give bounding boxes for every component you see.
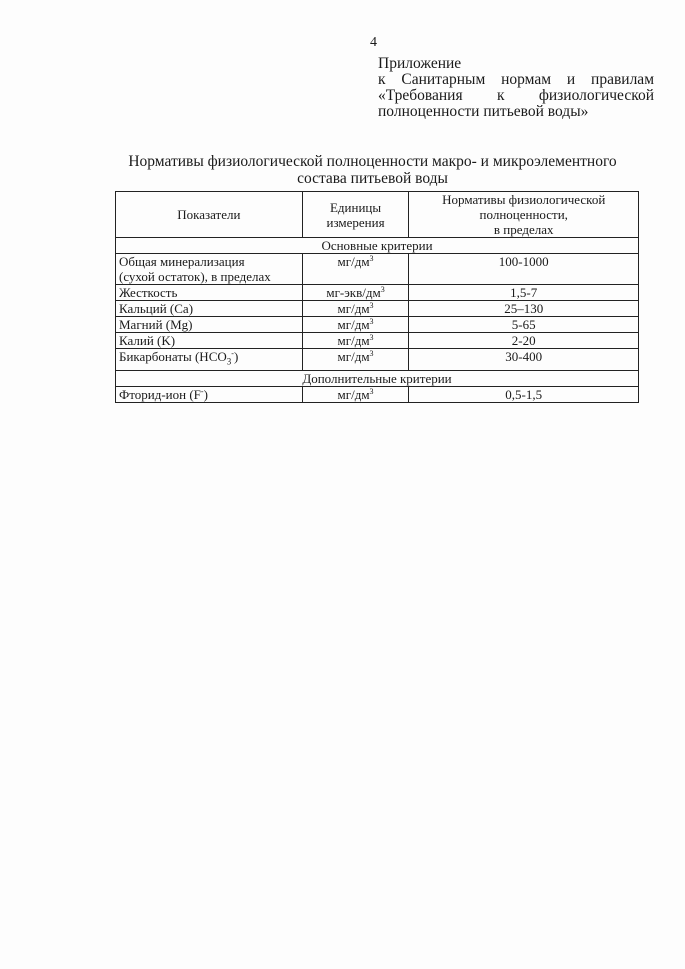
unit-superscript: 3 bbox=[369, 386, 374, 396]
indicator-name-text: Фторид-ион (F bbox=[119, 386, 201, 402]
table-row bbox=[116, 254, 639, 285]
unit-text: мг/дм bbox=[337, 333, 370, 348]
page-number: 4 bbox=[370, 35, 377, 50]
unit-cell bbox=[302, 333, 409, 349]
unit-text: мг/дм bbox=[337, 386, 370, 402]
unit-text: мг-экв/дм bbox=[326, 285, 381, 300]
document-title-line: Нормативы физиологической полноценности макро- и микроэлементного bbox=[128, 153, 617, 170]
indicator-subscript: 3 bbox=[226, 356, 232, 367]
unit-superscript: 3 bbox=[369, 301, 374, 310]
unit-superscript: 3 bbox=[369, 317, 374, 326]
indicator-name bbox=[116, 349, 303, 371]
unit-superscript: 3 bbox=[380, 285, 385, 294]
table-row bbox=[116, 285, 639, 301]
value-cell: 2-20 bbox=[409, 333, 639, 349]
unit-cell bbox=[302, 349, 409, 371]
section-extra-criteria: Дополнительные критерии bbox=[116, 370, 639, 386]
unit-superscript: 3 bbox=[369, 349, 374, 358]
table-header-row bbox=[116, 192, 639, 238]
indicator-name-line: (сухой остаток), в пределах bbox=[119, 269, 271, 284]
indicator-name-end: ) bbox=[203, 386, 208, 402]
unit-cell bbox=[302, 386, 409, 402]
indicator-name: Жесткость bbox=[116, 285, 303, 301]
unit-text: мг/дм bbox=[337, 349, 370, 364]
unit-superscript: 3 bbox=[369, 254, 374, 263]
header-norms-line: Нормативы физиологической bbox=[442, 192, 606, 207]
document-title bbox=[90, 153, 655, 187]
indicator-name-end: ) bbox=[233, 349, 239, 364]
header-norms bbox=[409, 192, 639, 238]
value-cell: 30-400 bbox=[409, 349, 639, 371]
indicator-name bbox=[116, 386, 303, 402]
unit-superscript: 3 bbox=[369, 333, 374, 342]
appendix-title: Приложение bbox=[378, 55, 462, 72]
indicator-name: Кальций (Са) bbox=[116, 301, 303, 317]
value-cell: 1,5-7 bbox=[409, 285, 639, 301]
indicator-name: Магний (Mg) bbox=[116, 317, 303, 333]
unit-cell bbox=[302, 285, 409, 301]
indicator-name: Калий (K) bbox=[116, 333, 303, 349]
unit-text: мг/дм bbox=[337, 301, 370, 316]
value-cell: 0,5-1,5 bbox=[409, 386, 639, 402]
indicator-superscript: - bbox=[231, 349, 234, 358]
document-title-line: состава питьевой воды bbox=[297, 170, 448, 187]
indicator-name-text: Бикарбонаты (HCO bbox=[119, 349, 227, 364]
unit-text: мг/дм bbox=[337, 254, 370, 269]
appendix-line: «Требования к физиологической bbox=[378, 87, 654, 104]
indicator-name bbox=[116, 254, 303, 285]
header-units bbox=[302, 192, 409, 238]
header-units-line: Единицы bbox=[329, 199, 382, 215]
value-cell: 25–130 bbox=[409, 301, 639, 317]
appendix-header bbox=[378, 56, 654, 120]
header-norms-line: в пределах bbox=[493, 222, 554, 237]
section-main-criteria: Основные критерии bbox=[116, 238, 639, 254]
header-indicators: Показатели bbox=[116, 192, 303, 238]
value-cell: 5-65 bbox=[409, 317, 639, 333]
appendix-line: полноценности питьевой воды» bbox=[378, 103, 589, 120]
appendix-line: к Санитарным нормам и правилам bbox=[378, 71, 654, 88]
header-norms-line: полноценности, bbox=[479, 207, 568, 222]
table-row bbox=[116, 317, 639, 333]
value-cell: 100-1000 bbox=[409, 254, 639, 285]
section-row bbox=[116, 370, 639, 386]
norms-table bbox=[115, 191, 639, 403]
indicator-superscript: - bbox=[200, 386, 204, 396]
unit-cell bbox=[302, 301, 409, 317]
unit-cell bbox=[302, 317, 409, 333]
unit-text: мг/дм bbox=[337, 317, 370, 332]
table-row bbox=[116, 349, 639, 371]
header-units-line: измерения bbox=[326, 214, 385, 230]
section-row bbox=[116, 238, 639, 254]
indicator-name-line: Общая минерализация bbox=[119, 254, 245, 269]
unit-cell bbox=[302, 254, 409, 285]
table-row bbox=[116, 333, 639, 349]
table-row bbox=[116, 301, 639, 317]
table-row bbox=[116, 386, 639, 402]
